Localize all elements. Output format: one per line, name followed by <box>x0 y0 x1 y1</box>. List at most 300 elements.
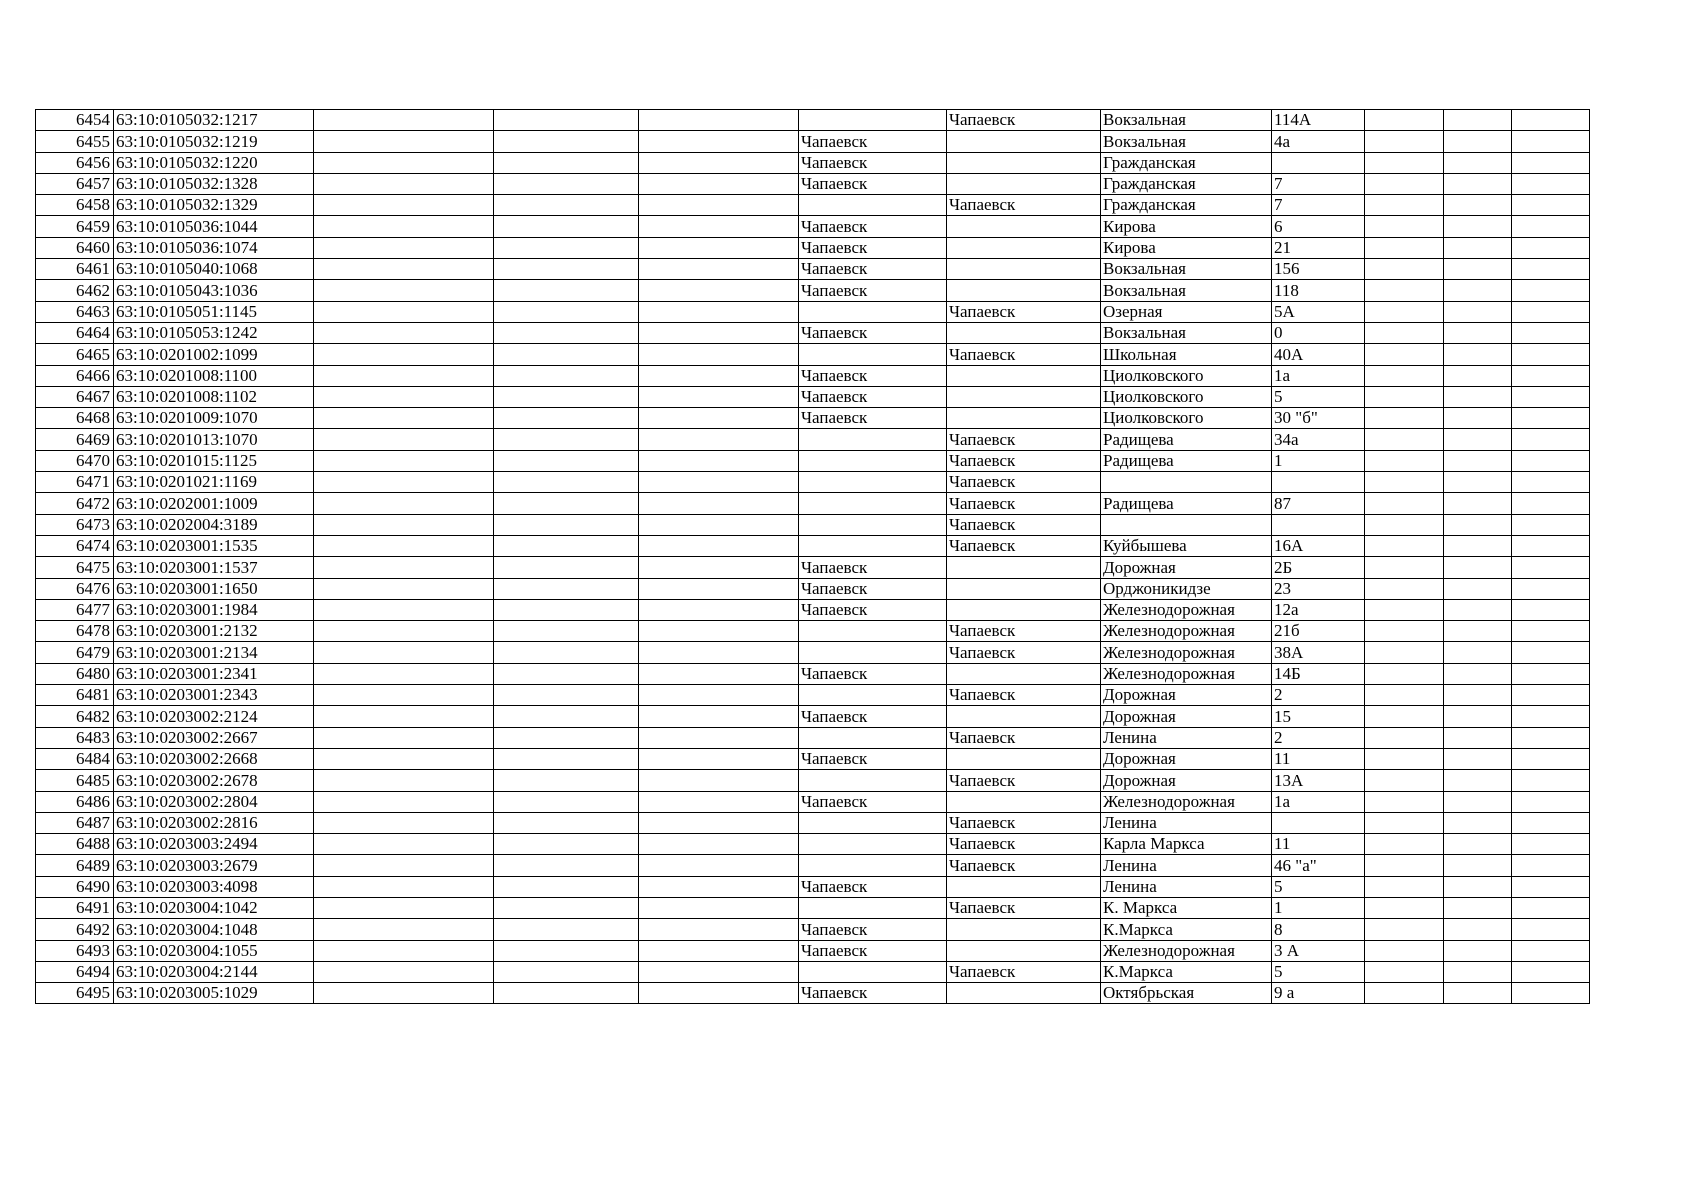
settlement-cell: Чапаевск <box>947 110 1101 131</box>
empty-cell-4 <box>494 472 639 493</box>
empty-cell-12 <box>1512 834 1590 855</box>
empty-cell-11 <box>1444 834 1512 855</box>
cadastral-number-cell: 63:10:0201021:1169 <box>114 472 314 493</box>
empty-cell-4 <box>494 535 639 556</box>
empty-cell-5 <box>639 237 799 258</box>
empty-cell-10 <box>1365 450 1444 471</box>
row-number-cell: 6458 <box>36 195 114 216</box>
house-number-cell: 16А <box>1272 535 1365 556</box>
table-row <box>36 940 1590 961</box>
empty-cell-12 <box>1512 940 1590 961</box>
empty-cell-10 <box>1365 301 1444 322</box>
street-cell: Железнодорожная <box>1101 663 1272 684</box>
city-cell: Чапаевск <box>799 216 947 237</box>
empty-cell-4 <box>494 259 639 280</box>
street-cell: Вокзальная <box>1101 131 1272 152</box>
empty-cell-5 <box>639 110 799 131</box>
empty-cell-4 <box>494 514 639 535</box>
empty-cell-11 <box>1444 748 1512 769</box>
empty-cell-3 <box>314 663 494 684</box>
empty-cell-10 <box>1365 897 1444 918</box>
city-cell: Чапаевск <box>799 259 947 280</box>
city-cell: Чапаевск <box>799 408 947 429</box>
empty-cell-4 <box>494 706 639 727</box>
row-number-cell: 6463 <box>36 301 114 322</box>
city-cell <box>799 472 947 493</box>
cadastral-number-cell: 63:10:0203004:1042 <box>114 897 314 918</box>
street-cell: Гражданская <box>1101 152 1272 173</box>
street-cell: Ленина <box>1101 727 1272 748</box>
empty-cell-5 <box>639 152 799 173</box>
empty-cell-10 <box>1365 237 1444 258</box>
table-row <box>36 812 1590 833</box>
cadastral-number-cell: 63:10:0105051:1145 <box>114 301 314 322</box>
street-cell: Куйбышева <box>1101 535 1272 556</box>
empty-cell-5 <box>639 429 799 450</box>
empty-cell-12 <box>1512 472 1590 493</box>
empty-cell-4 <box>494 280 639 301</box>
empty-cell-5 <box>639 642 799 663</box>
house-number-cell: 1а <box>1272 791 1365 812</box>
empty-cell-10 <box>1365 259 1444 280</box>
empty-cell-4 <box>494 408 639 429</box>
row-number-cell: 6483 <box>36 727 114 748</box>
cadastral-number-cell: 63:10:0202004:3189 <box>114 514 314 535</box>
empty-cell-3 <box>314 301 494 322</box>
empty-cell-5 <box>639 557 799 578</box>
empty-cell-10 <box>1365 535 1444 556</box>
settlement-cell <box>947 131 1101 152</box>
empty-cell-11 <box>1444 514 1512 535</box>
empty-cell-3 <box>314 791 494 812</box>
house-number-cell: 156 <box>1272 259 1365 280</box>
street-cell: Радищева <box>1101 450 1272 471</box>
empty-cell-5 <box>639 812 799 833</box>
empty-cell-12 <box>1512 791 1590 812</box>
empty-cell-4 <box>494 493 639 514</box>
empty-cell-12 <box>1512 493 1590 514</box>
empty-cell-5 <box>639 748 799 769</box>
empty-cell-11 <box>1444 408 1512 429</box>
table-row <box>36 599 1590 620</box>
street-cell: Ленина <box>1101 812 1272 833</box>
street-cell: Вокзальная <box>1101 322 1272 343</box>
settlement-cell: Чапаевск <box>947 429 1101 450</box>
table-row <box>36 429 1590 450</box>
settlement-cell: Чапаевск <box>947 450 1101 471</box>
house-number-cell: 2 <box>1272 685 1365 706</box>
table-row <box>36 237 1590 258</box>
empty-cell-11 <box>1444 493 1512 514</box>
table-row <box>36 876 1590 897</box>
empty-cell-4 <box>494 663 639 684</box>
empty-cell-3 <box>314 727 494 748</box>
table-row <box>36 195 1590 216</box>
empty-cell-12 <box>1512 259 1590 280</box>
street-cell: Дорожная <box>1101 557 1272 578</box>
empty-cell-3 <box>314 748 494 769</box>
table-row <box>36 855 1590 876</box>
city-cell <box>799 834 947 855</box>
street-cell: Октябрьская <box>1101 983 1272 1004</box>
house-number-cell: 3 А <box>1272 940 1365 961</box>
empty-cell-4 <box>494 386 639 407</box>
empty-cell-12 <box>1512 706 1590 727</box>
street-cell: Вокзальная <box>1101 259 1272 280</box>
empty-cell-3 <box>314 706 494 727</box>
city-cell <box>799 344 947 365</box>
row-number-cell: 6490 <box>36 876 114 897</box>
city-cell: Чапаевск <box>799 663 947 684</box>
table-row <box>36 408 1590 429</box>
empty-cell-12 <box>1512 514 1590 535</box>
empty-cell-3 <box>314 983 494 1004</box>
cadastral-number-cell: 63:10:0203002:2804 <box>114 791 314 812</box>
empty-cell-5 <box>639 259 799 280</box>
cadastral-number-cell: 63:10:0105043:1036 <box>114 280 314 301</box>
empty-cell-3 <box>314 386 494 407</box>
empty-cell-12 <box>1512 195 1590 216</box>
empty-cell-4 <box>494 152 639 173</box>
house-number-cell: 9 а <box>1272 983 1365 1004</box>
house-number-cell: 5 <box>1272 961 1365 982</box>
cadastral-number-cell: 63:10:0203004:1048 <box>114 919 314 940</box>
empty-cell-11 <box>1444 706 1512 727</box>
empty-cell-11 <box>1444 919 1512 940</box>
empty-cell-4 <box>494 919 639 940</box>
settlement-cell <box>947 940 1101 961</box>
house-number-cell: 14Б <box>1272 663 1365 684</box>
empty-cell-3 <box>314 280 494 301</box>
settlement-cell <box>947 322 1101 343</box>
street-cell: Гражданская <box>1101 195 1272 216</box>
row-number-cell: 6482 <box>36 706 114 727</box>
city-cell: Чапаевск <box>799 706 947 727</box>
row-number-cell: 6473 <box>36 514 114 535</box>
empty-cell-12 <box>1512 301 1590 322</box>
settlement-cell: Чапаевск <box>947 727 1101 748</box>
empty-cell-12 <box>1512 812 1590 833</box>
cadastral-number-cell: 63:10:0105053:1242 <box>114 322 314 343</box>
house-number-cell: 6 <box>1272 216 1365 237</box>
settlement-cell: Чапаевск <box>947 514 1101 535</box>
empty-cell-4 <box>494 748 639 769</box>
settlement-cell: Чапаевск <box>947 493 1101 514</box>
table-row <box>36 152 1590 173</box>
table-row <box>36 748 1590 769</box>
empty-cell-10 <box>1365 131 1444 152</box>
cadastral-number-cell: 63:10:0201002:1099 <box>114 344 314 365</box>
house-number-cell: 87 <box>1272 493 1365 514</box>
empty-cell-12 <box>1512 408 1590 429</box>
empty-cell-10 <box>1365 216 1444 237</box>
empty-cell-12 <box>1512 983 1590 1004</box>
empty-cell-5 <box>639 301 799 322</box>
cadastral-number-cell: 63:10:0105040:1068 <box>114 259 314 280</box>
empty-cell-3 <box>314 429 494 450</box>
row-number-cell: 6475 <box>36 557 114 578</box>
table-row <box>36 535 1590 556</box>
empty-cell-10 <box>1365 152 1444 173</box>
empty-cell-11 <box>1444 237 1512 258</box>
settlement-cell: Чапаевск <box>947 642 1101 663</box>
street-cell <box>1101 514 1272 535</box>
empty-cell-12 <box>1512 237 1590 258</box>
empty-cell-10 <box>1365 344 1444 365</box>
city-cell: Чапаевск <box>799 280 947 301</box>
row-number-cell: 6474 <box>36 535 114 556</box>
house-number-cell: 1 <box>1272 897 1365 918</box>
settlement-cell <box>947 173 1101 194</box>
empty-cell-3 <box>314 621 494 642</box>
empty-cell-5 <box>639 983 799 1004</box>
empty-cell-11 <box>1444 685 1512 706</box>
cadastral-number-cell: 63:10:0105032:1217 <box>114 110 314 131</box>
empty-cell-10 <box>1365 770 1444 791</box>
house-number-cell: 0 <box>1272 322 1365 343</box>
house-number-cell: 38А <box>1272 642 1365 663</box>
empty-cell-11 <box>1444 429 1512 450</box>
street-cell: Вокзальная <box>1101 110 1272 131</box>
empty-cell-5 <box>639 493 799 514</box>
street-cell: К. Маркса <box>1101 897 1272 918</box>
house-number-cell: 5 <box>1272 386 1365 407</box>
empty-cell-5 <box>639 216 799 237</box>
city-cell: Чапаевск <box>799 386 947 407</box>
street-cell: Озерная <box>1101 301 1272 322</box>
empty-cell-10 <box>1365 429 1444 450</box>
empty-cell-3 <box>314 322 494 343</box>
city-cell: Чапаевск <box>799 237 947 258</box>
empty-cell-5 <box>639 322 799 343</box>
table-row <box>36 110 1590 131</box>
settlement-cell <box>947 216 1101 237</box>
street-cell: Ленина <box>1101 855 1272 876</box>
empty-cell-5 <box>639 663 799 684</box>
empty-cell-3 <box>314 919 494 940</box>
empty-cell-5 <box>639 961 799 982</box>
empty-cell-3 <box>314 812 494 833</box>
empty-cell-11 <box>1444 940 1512 961</box>
empty-cell-3 <box>314 173 494 194</box>
table-row <box>36 450 1590 471</box>
settlement-cell: Чапаевск <box>947 897 1101 918</box>
empty-cell-5 <box>639 791 799 812</box>
empty-cell-3 <box>314 855 494 876</box>
empty-cell-12 <box>1512 535 1590 556</box>
empty-cell-11 <box>1444 344 1512 365</box>
empty-cell-11 <box>1444 897 1512 918</box>
house-number-cell: 13А <box>1272 770 1365 791</box>
empty-cell-5 <box>639 408 799 429</box>
empty-cell-11 <box>1444 216 1512 237</box>
empty-cell-10 <box>1365 919 1444 940</box>
street-cell: Гражданская <box>1101 173 1272 194</box>
empty-cell-3 <box>314 940 494 961</box>
empty-cell-11 <box>1444 450 1512 471</box>
empty-cell-3 <box>314 493 494 514</box>
empty-cell-4 <box>494 195 639 216</box>
cadastral-number-cell: 63:10:0105036:1044 <box>114 216 314 237</box>
row-number-cell: 6484 <box>36 748 114 769</box>
row-number-cell: 6465 <box>36 344 114 365</box>
house-number-cell: 7 <box>1272 195 1365 216</box>
row-number-cell: 6494 <box>36 961 114 982</box>
table-row <box>36 621 1590 642</box>
empty-cell-3 <box>314 152 494 173</box>
empty-cell-11 <box>1444 131 1512 152</box>
empty-cell-11 <box>1444 876 1512 897</box>
empty-cell-3 <box>314 259 494 280</box>
settlement-cell <box>947 408 1101 429</box>
settlement-cell: Чапаевск <box>947 535 1101 556</box>
cadastral-number-cell: 63:10:0203001:2343 <box>114 685 314 706</box>
cadastral-number-cell: 63:10:0201008:1102 <box>114 386 314 407</box>
city-cell: Чапаевск <box>799 748 947 769</box>
empty-cell-10 <box>1365 408 1444 429</box>
house-number-cell: 21б <box>1272 621 1365 642</box>
house-number-cell: 2Б <box>1272 557 1365 578</box>
empty-cell-10 <box>1365 727 1444 748</box>
city-cell: Чапаевск <box>799 322 947 343</box>
house-number-cell: 12а <box>1272 599 1365 620</box>
empty-cell-3 <box>314 472 494 493</box>
row-number-cell: 6493 <box>36 940 114 961</box>
empty-cell-11 <box>1444 621 1512 642</box>
empty-cell-10 <box>1365 173 1444 194</box>
city-cell <box>799 450 947 471</box>
city-cell <box>799 195 947 216</box>
cadastral-number-cell: 63:10:0203001:2341 <box>114 663 314 684</box>
table-row <box>36 983 1590 1004</box>
table-row <box>36 557 1590 578</box>
street-cell <box>1101 472 1272 493</box>
cadastral-number-cell: 63:10:0203001:2132 <box>114 621 314 642</box>
empty-cell-11 <box>1444 195 1512 216</box>
city-cell: Чапаевск <box>799 940 947 961</box>
table-row <box>36 344 1590 365</box>
city-cell <box>799 812 947 833</box>
empty-cell-4 <box>494 983 639 1004</box>
settlement-cell: Чапаевск <box>947 344 1101 365</box>
city-cell: Чапаевск <box>799 599 947 620</box>
settlement-cell <box>947 919 1101 940</box>
table-row <box>36 280 1590 301</box>
table-body <box>36 110 1590 1004</box>
house-number-cell <box>1272 152 1365 173</box>
row-number-cell: 6457 <box>36 173 114 194</box>
settlement-cell <box>947 259 1101 280</box>
street-cell: Школьная <box>1101 344 1272 365</box>
row-number-cell: 6476 <box>36 578 114 599</box>
empty-cell-3 <box>314 897 494 918</box>
cadastral-number-cell: 63:10:0201015:1125 <box>114 450 314 471</box>
street-cell: К.Маркса <box>1101 919 1272 940</box>
city-cell <box>799 621 947 642</box>
empty-cell-12 <box>1512 876 1590 897</box>
empty-cell-5 <box>639 727 799 748</box>
row-number-cell: 6477 <box>36 599 114 620</box>
empty-cell-4 <box>494 301 639 322</box>
table-row <box>36 472 1590 493</box>
city-cell: Чапаевск <box>799 983 947 1004</box>
street-cell: Железнодорожная <box>1101 642 1272 663</box>
cadastral-number-cell: 63:10:0203001:1537 <box>114 557 314 578</box>
row-number-cell: 6462 <box>36 280 114 301</box>
empty-cell-4 <box>494 173 639 194</box>
empty-cell-3 <box>314 365 494 386</box>
empty-cell-11 <box>1444 961 1512 982</box>
cadastral-number-cell: 63:10:0203005:1029 <box>114 983 314 1004</box>
city-cell <box>799 897 947 918</box>
empty-cell-10 <box>1365 791 1444 812</box>
house-number-cell: 40А <box>1272 344 1365 365</box>
empty-cell-4 <box>494 110 639 131</box>
settlement-cell <box>947 599 1101 620</box>
table-row <box>36 493 1590 514</box>
empty-cell-4 <box>494 770 639 791</box>
table-row <box>36 514 1590 535</box>
empty-cell-11 <box>1444 599 1512 620</box>
empty-cell-3 <box>314 961 494 982</box>
cadastral-number-cell: 63:10:0203004:1055 <box>114 940 314 961</box>
empty-cell-11 <box>1444 578 1512 599</box>
table-row <box>36 791 1590 812</box>
cadastral-number-cell: 63:10:0201008:1100 <box>114 365 314 386</box>
street-cell: Карла Маркса <box>1101 834 1272 855</box>
empty-cell-5 <box>639 280 799 301</box>
empty-cell-11 <box>1444 301 1512 322</box>
row-number-cell: 6455 <box>36 131 114 152</box>
empty-cell-12 <box>1512 152 1590 173</box>
table-row <box>36 322 1590 343</box>
settlement-cell: Чапаевск <box>947 855 1101 876</box>
empty-cell-5 <box>639 855 799 876</box>
cadastral-number-cell: 63:10:0203002:2816 <box>114 812 314 833</box>
settlement-cell <box>947 152 1101 173</box>
empty-cell-12 <box>1512 386 1590 407</box>
cadastral-number-cell: 63:10:0203002:2667 <box>114 727 314 748</box>
street-cell: Дорожная <box>1101 685 1272 706</box>
cadastral-number-cell: 63:10:0105036:1074 <box>114 237 314 258</box>
row-number-cell: 6480 <box>36 663 114 684</box>
empty-cell-10 <box>1365 663 1444 684</box>
empty-cell-3 <box>314 557 494 578</box>
city-cell <box>799 642 947 663</box>
row-number-cell: 6478 <box>36 621 114 642</box>
house-number-cell: 23 <box>1272 578 1365 599</box>
empty-cell-10 <box>1365 940 1444 961</box>
empty-cell-12 <box>1512 642 1590 663</box>
empty-cell-3 <box>314 535 494 556</box>
city-cell: Чапаевск <box>799 919 947 940</box>
empty-cell-12 <box>1512 131 1590 152</box>
table-row <box>36 365 1590 386</box>
settlement-cell: Чапаевск <box>947 301 1101 322</box>
empty-cell-11 <box>1444 535 1512 556</box>
row-number-cell: 6468 <box>36 408 114 429</box>
street-cell: Ленина <box>1101 876 1272 897</box>
settlement-cell <box>947 791 1101 812</box>
empty-cell-4 <box>494 855 639 876</box>
cadastral-number-cell: 63:10:0203002:2678 <box>114 770 314 791</box>
empty-cell-3 <box>314 514 494 535</box>
row-number-cell: 6456 <box>36 152 114 173</box>
street-cell: Дорожная <box>1101 770 1272 791</box>
empty-cell-11 <box>1444 152 1512 173</box>
empty-cell-4 <box>494 685 639 706</box>
city-cell: Чапаевск <box>799 791 947 812</box>
